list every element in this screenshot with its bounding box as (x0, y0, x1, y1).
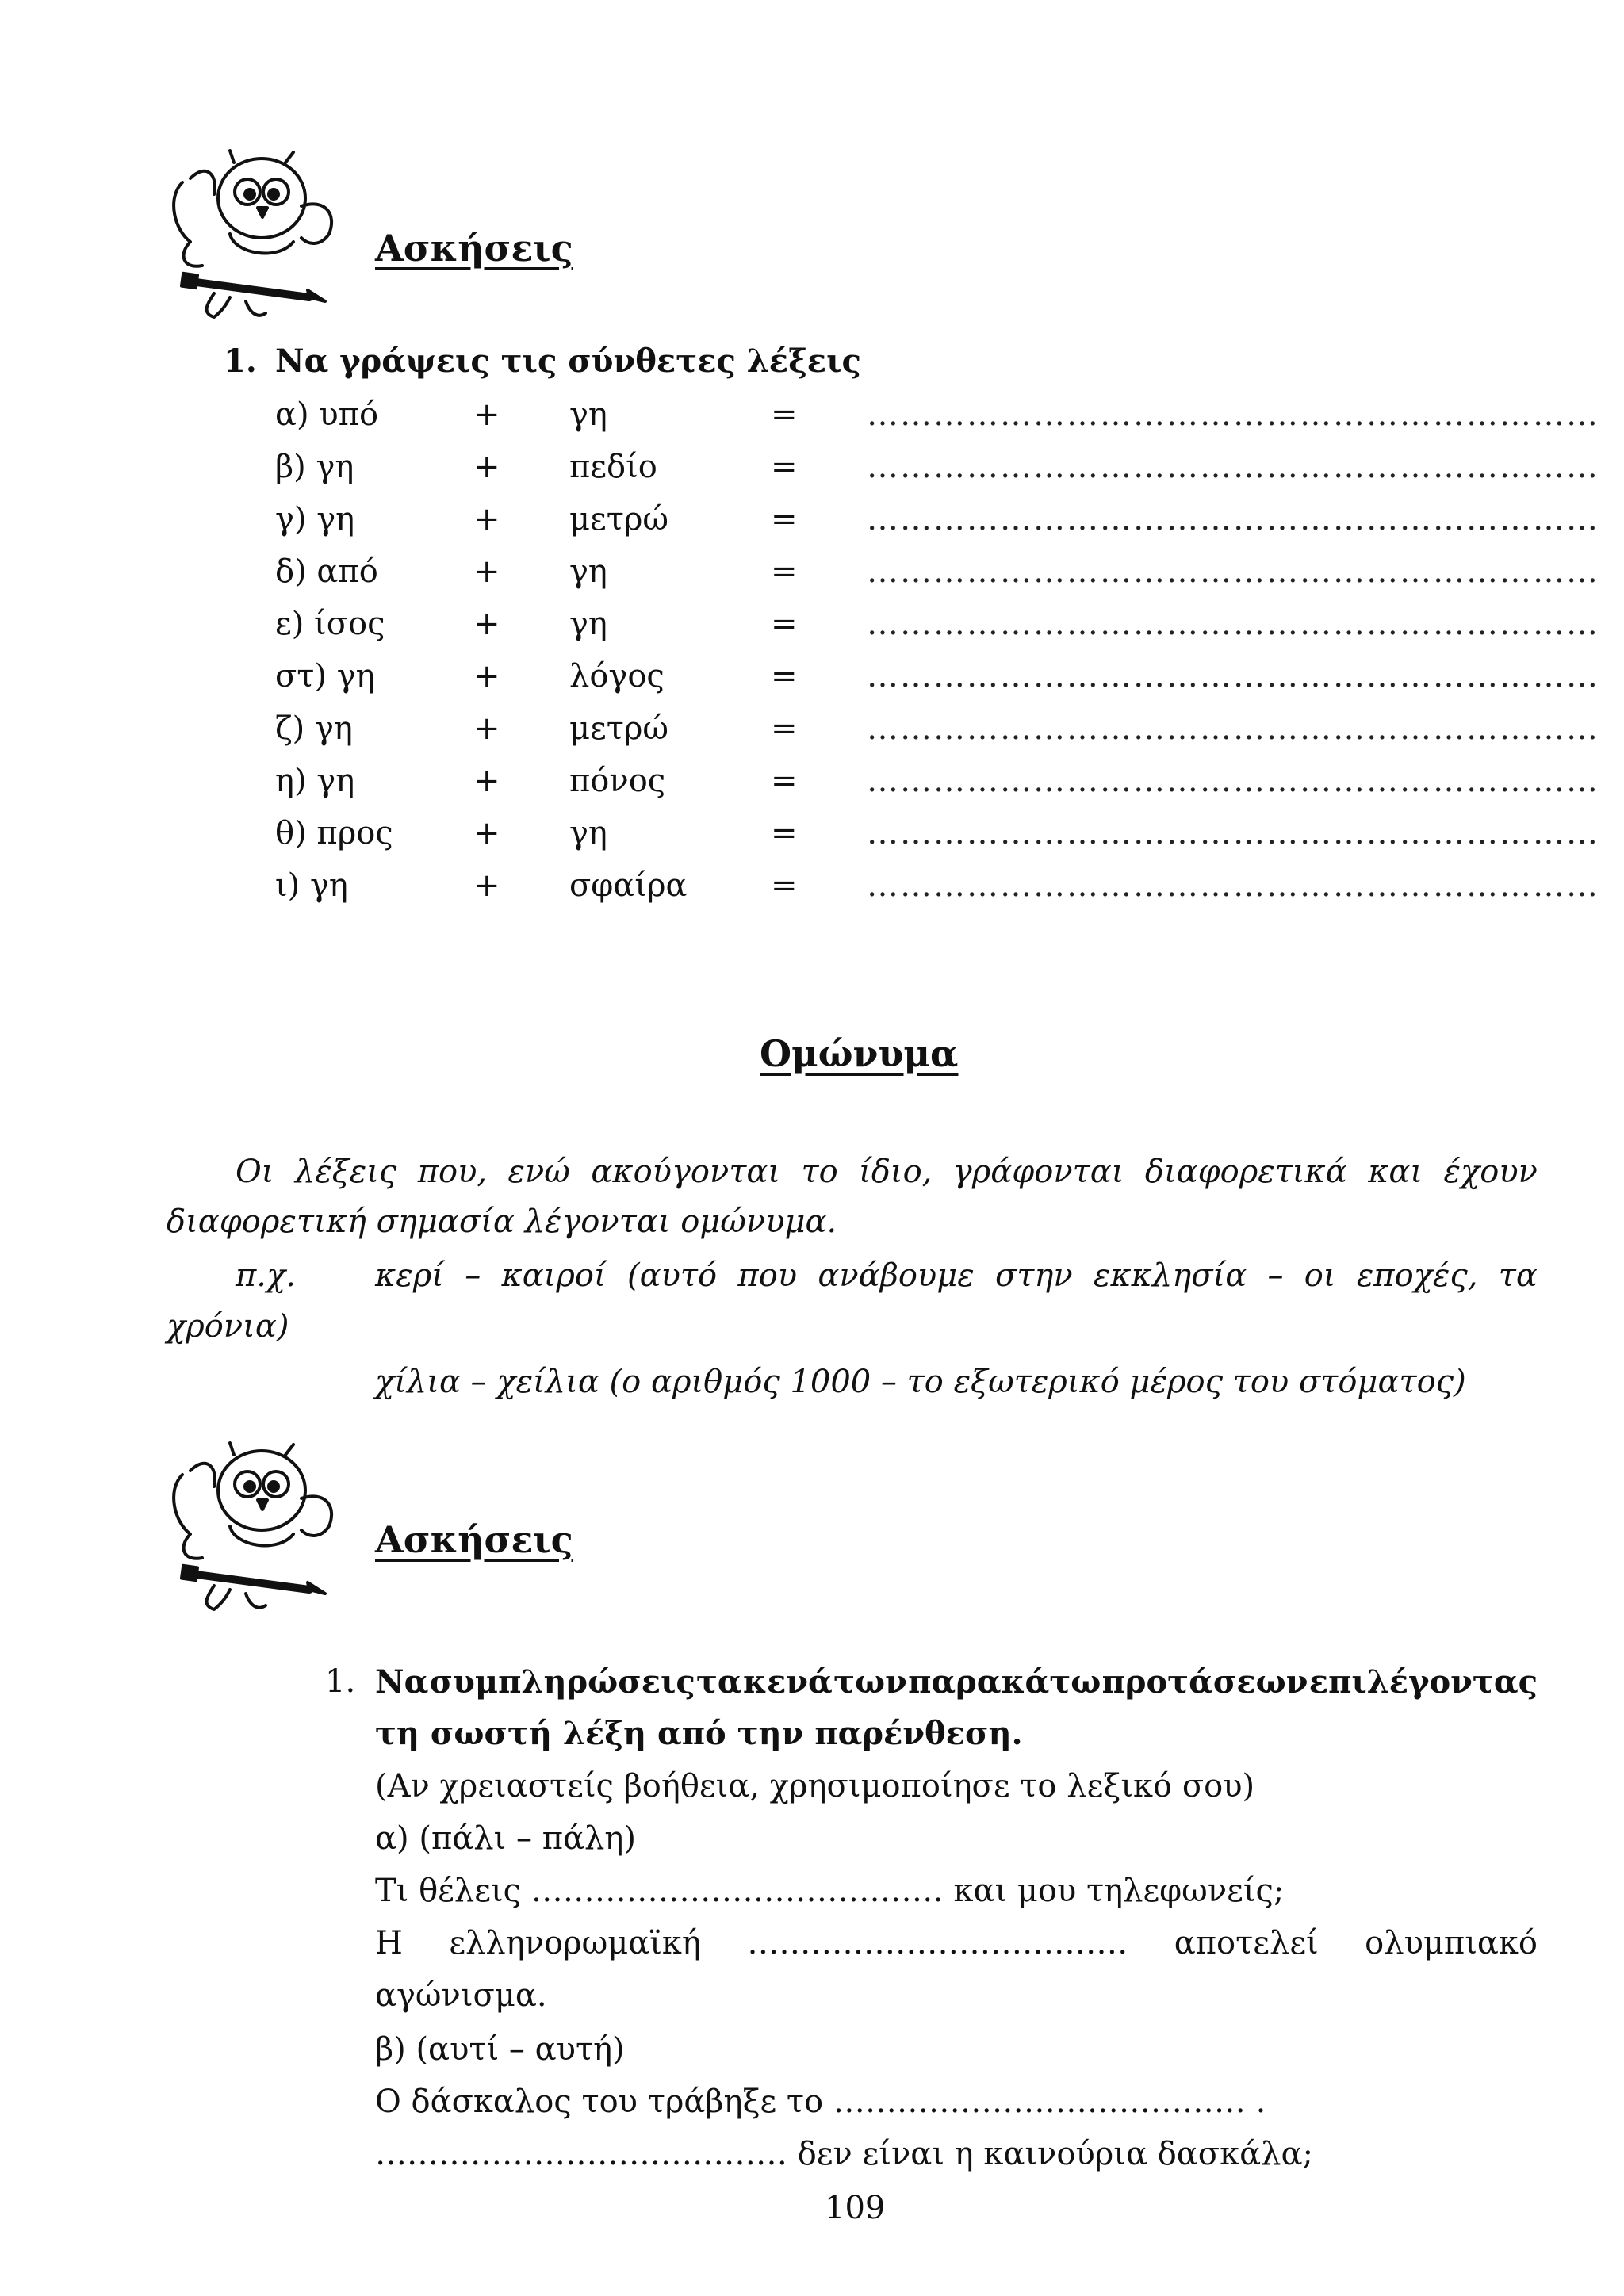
option-b-sentence1: Ο δάσκαλος του τράβηξε το ………………………………… . (375, 2084, 1266, 2120)
exercise2-number: 1. (325, 1663, 356, 1700)
compound-eq: = (771, 606, 798, 642)
option-a-label: α) (πάλι – πάλη) (375, 1820, 636, 1857)
compound-plus: + (473, 449, 500, 485)
definition-word: Οι (236, 1154, 274, 1190)
compound-plus: + (473, 867, 500, 904)
compound-blank[interactable]: ………………………………………………………… (867, 553, 1599, 590)
sentence-part: ολυμπιακό (1365, 1925, 1538, 1961)
example-word: εκκλησία (1093, 1257, 1247, 1294)
compound-label: ε) ίσος (275, 606, 385, 642)
definition-word: ίδιο, (859, 1154, 933, 1190)
compound-row (0, 501, 1624, 552)
compound-plus: + (473, 396, 500, 433)
sentence-part: ……………………………… (747, 1925, 1128, 1961)
compound-blank[interactable]: ………………………………………………………… (867, 396, 1599, 433)
definition-word: διαφορετικά (1144, 1154, 1347, 1190)
compound-eq: = (771, 449, 798, 485)
compound-label: θ) προς (275, 815, 393, 851)
compound-word: γη (569, 606, 607, 642)
instruction-word: Να (375, 1663, 429, 1701)
compound-blank[interactable]: ………………………………………………………… (867, 658, 1599, 695)
sentence-part: αποτελεί (1174, 1925, 1319, 1961)
compound-word: μετρώ (569, 710, 668, 747)
exercise1-title: Να γράψεις τις σύνθετες λέξεις (275, 342, 861, 380)
page-number: 109 (825, 2190, 886, 2226)
compound-eq: = (771, 815, 798, 851)
instruction-word: των (833, 1663, 907, 1701)
definition-line-2: διαφορετική σημασία λέγονται ομώνυμα. (167, 1203, 837, 1240)
option-a-sentence2-end: αγώνισμα. (375, 1977, 547, 2014)
example-word: – (465, 1257, 481, 1294)
compound-word: γη (569, 396, 607, 433)
example1-line-1 (375, 1257, 1538, 1294)
compound-row (0, 763, 1624, 813)
compound-eq: = (771, 553, 798, 590)
example-word: κερί (375, 1257, 444, 1294)
compound-plus: + (473, 501, 500, 538)
exercise1-number: 1. (224, 342, 257, 380)
compound-label: α) υπό (275, 396, 379, 433)
compound-row (0, 449, 1624, 499)
compound-blank[interactable]: ………………………………………………………… (867, 763, 1599, 799)
example-word: οι (1304, 1257, 1336, 1294)
compound-eq: = (771, 710, 798, 747)
compound-eq: = (771, 658, 798, 695)
example-word: τα (1498, 1257, 1538, 1294)
hint-text: (Αν χρειαστείς βοήθεια, χρησιμοποίησε το λεξικό σου) (375, 1768, 1255, 1804)
compound-word: μετρώ (569, 501, 668, 538)
instruction-word: τα (696, 1663, 742, 1701)
sentence-part: ελληνορωμαϊκή (449, 1925, 701, 1961)
instruction-word: κενά (742, 1663, 833, 1701)
definition-word: γράφονται (952, 1154, 1124, 1190)
owl-with-pencil-icon (159, 1427, 349, 1617)
compound-label: στ) γη (275, 658, 375, 695)
example-word: εποχές, (1356, 1257, 1478, 1294)
compound-eq: = (771, 396, 798, 433)
definition-word: και (1368, 1154, 1423, 1190)
definition-word: που, (417, 1154, 488, 1190)
definition-word: έχουν (1443, 1154, 1538, 1190)
compound-plus: + (473, 606, 500, 642)
compound-blank[interactable]: ………………………………………………………… (867, 449, 1599, 485)
example-word: – (1267, 1257, 1284, 1294)
compound-row (0, 710, 1624, 761)
compound-word: πεδίο (569, 449, 657, 485)
example-word: ανάβουμε (818, 1257, 975, 1294)
example2: χίλια – χείλια (ο αριθμός 1000 – το εξωτερικό μέρος του στόματος) (375, 1364, 1466, 1400)
compound-word: σφαίρα (569, 867, 688, 904)
compound-label: γ) γη (275, 501, 355, 538)
compound-row (0, 867, 1624, 918)
instruction-word: επιλέγοντας (1308, 1663, 1538, 1701)
instruction-line-2: τη σωστή λέξη από την παρένθεση. (375, 1715, 1023, 1752)
compound-blank[interactable]: ………………………………………………………… (867, 501, 1599, 538)
compound-label: η) γη (275, 763, 355, 799)
compound-word: πόνος (569, 763, 666, 799)
definition-word: λέξεις (294, 1154, 397, 1190)
instruction-word: παρακάτω (908, 1663, 1101, 1701)
compound-eq: = (771, 867, 798, 904)
definition-word: ενώ (508, 1154, 570, 1190)
example-word: (αυτό (626, 1257, 718, 1294)
compound-blank[interactable]: ………………………………………………………… (867, 606, 1599, 642)
section1-heading: Ασκήσεις (375, 227, 573, 270)
definition-word: το (801, 1154, 838, 1190)
compound-row (0, 606, 1624, 656)
instruction-word: συμπληρώσεις (429, 1663, 695, 1701)
example-prefix: π.χ. (236, 1257, 296, 1294)
definition-line-1 (236, 1154, 1538, 1190)
compound-plus: + (473, 710, 500, 747)
homonyms-title: Ομώνυμα (760, 1032, 959, 1075)
example-word: που (737, 1257, 798, 1294)
sentence-part: Η (375, 1925, 403, 1961)
compound-eq: = (771, 763, 798, 799)
compound-word: γη (569, 553, 607, 590)
instruction-word: προτάσεων (1101, 1663, 1308, 1701)
compound-blank[interactable]: ………………………………………………………… (867, 867, 1599, 904)
compound-plus: + (473, 553, 500, 590)
definition-word: ακούγονται (591, 1154, 781, 1190)
option-a-sentence1: Τι θέλεις ………………………………… και μου τηλεφωνείς; (375, 1873, 1285, 1909)
compound-label: ζ) γη (275, 710, 353, 747)
section2-heading: Ασκήσεις (375, 1518, 573, 1561)
compound-plus: + (473, 763, 500, 799)
owl-with-pencil-icon (159, 135, 349, 325)
example-word: στην (994, 1257, 1073, 1294)
compound-blank[interactable]: ………………………………………………………… (867, 815, 1599, 851)
compound-word: λόγος (569, 658, 665, 695)
compound-word: γη (569, 815, 607, 851)
option-b-sentence2: ………………………………… δεν είναι η καινούρια δασκάλα; (375, 2136, 1313, 2172)
compound-plus: + (473, 815, 500, 851)
compound-row (0, 553, 1624, 604)
option-a-sentence2 (375, 1925, 1538, 1961)
example-word: καιροί (501, 1257, 607, 1294)
compound-row (0, 396, 1624, 447)
compound-eq: = (771, 501, 798, 538)
instruction-line-1 (375, 1663, 1538, 1701)
compound-label: δ) από (275, 553, 378, 590)
compound-blank[interactable]: ………………………………………………………… (867, 710, 1599, 747)
compound-label: ι) γη (275, 867, 348, 904)
compound-row (0, 658, 1624, 709)
example1-line-2: χρόνια) (167, 1308, 289, 1345)
compound-label: β) γη (275, 449, 354, 485)
option-b-label: β) (αυτί – αυτή) (375, 2031, 625, 2068)
compound-plus: + (473, 658, 500, 695)
compound-row (0, 815, 1624, 866)
